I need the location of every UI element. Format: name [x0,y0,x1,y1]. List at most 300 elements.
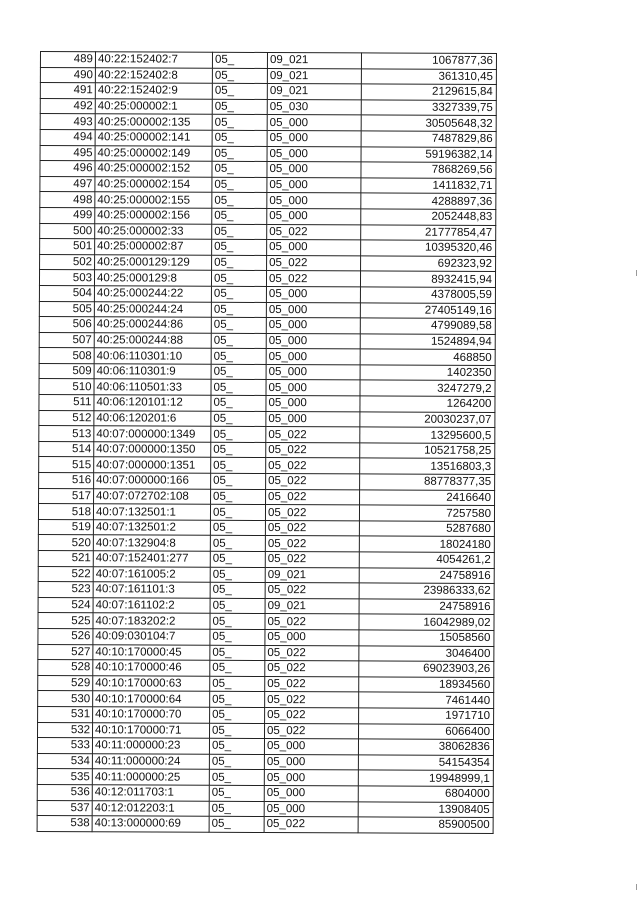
value-cell: 1411832,71 [361,178,496,194]
table-row [40,161,496,179]
table-row [38,722,494,740]
code-cell: 05_ [209,801,264,817]
value-cell: 20030237,07 [360,412,495,428]
value-cell: 7461440 [359,692,494,708]
table-row [37,738,493,756]
category-cell: 05_022 [265,551,359,567]
row-number-cell: 529 [38,675,93,691]
value-cell: 18934560 [359,677,494,693]
category-cell: 05_000 [266,286,360,302]
value-cell: 1067877,36 [361,53,496,69]
category-cell: 05_000 [267,162,361,178]
cadastral-number-cell: 40:25:000002:155 [95,192,212,208]
cadastral-number-cell: 40:12:012203:1 [92,800,209,816]
row-number-cell: 492 [40,98,95,114]
cadastral-number-cell: 40:25:000129:129 [95,254,212,270]
value-cell: 24758916 [359,567,494,583]
cadastral-number-cell: 40:10:170000:45 [93,644,210,660]
row-number-cell: 519 [38,519,93,535]
code-cell: 05_ [209,816,264,832]
table-row [38,691,494,709]
category-cell: 05_022 [264,817,358,833]
row-number-cell: 526 [38,628,93,644]
category-cell: 05_000 [264,739,358,755]
cadastral-number-cell: 40:07:161102:2 [93,598,210,614]
row-number-cell: 533 [37,738,92,754]
code-cell: 05_ [211,395,266,411]
value-cell: 88778377,35 [360,474,495,490]
table-row [38,504,494,522]
value-cell: 13908405 [358,801,493,817]
code-cell: 05_ [211,286,266,302]
table-row [39,301,495,319]
cadastral-number-cell: 40:25:000244:22 [94,286,211,302]
cadastral-number-cell: 40:09:030104:7 [93,629,210,645]
row-number-cell: 506 [39,317,94,333]
code-cell: 05_ [212,239,267,255]
cadastral-number-cell: 40:07:161005:2 [93,566,210,582]
table-row [38,644,494,662]
table-row [38,675,494,693]
row-number-cell: 499 [40,207,95,223]
row-number-cell: 503 [39,270,94,286]
code-cell: 05_ [209,770,264,786]
row-number-cell: 501 [40,239,95,255]
category-cell: 05_022 [265,723,359,739]
code-cell: 05_ [210,504,265,520]
code-cell: 05_ [210,520,265,536]
row-number-cell: 527 [38,644,93,660]
table-row [40,67,496,85]
category-cell: 05_000 [266,380,360,396]
cadastral-number-cell: 40:25:000002:149 [95,145,212,161]
cadastral-number-cell: 40:06:110301:9 [94,364,211,380]
category-cell: 05_000 [265,629,359,645]
table-row [39,395,495,413]
code-cell: 05_ [212,130,267,146]
table-row [39,317,495,335]
code-cell: 05_ [212,255,267,271]
code-cell: 05_ [210,645,265,661]
category-cell: 05_022 [265,614,359,630]
value-cell: 2416640 [360,490,495,506]
cadastral-number-cell: 40:10:170000:71 [93,722,210,738]
code-cell: 05_ [210,551,265,567]
category-cell: 05_000 [266,349,360,365]
cadastral-number-cell: 40:25:000002:87 [95,239,212,255]
cadastral-number-cell: 40:12:011703:1 [92,785,209,801]
row-number-cell: 489 [40,52,95,68]
value-cell: 10395320,46 [361,240,496,256]
cadastral-number-cell: 40:25:000244:24 [94,301,211,317]
value-cell: 24758916 [359,599,494,615]
code-cell: 05_ [211,271,266,287]
code-cell: 05_ [212,52,267,68]
cadastral-number-cell: 40:25:000002:152 [95,161,212,177]
table-row [40,254,496,272]
row-number-cell: 531 [38,706,93,722]
cadastral-number-cell: 40:10:170000:70 [93,707,210,723]
category-cell: 05_000 [264,801,358,817]
table-row [39,426,495,444]
value-cell: 2052448,83 [361,209,496,225]
code-cell: 05_ [212,68,267,84]
cadastral-number-cell: 40:10:170000:63 [93,675,210,691]
table-row [39,332,495,350]
code-cell: 05_ [209,754,264,770]
table-row [39,457,495,475]
cadastral-number-cell: 40:22:152402:9 [95,83,212,99]
value-cell: 468850 [360,349,495,365]
value-cell: 10521758,25 [360,443,495,459]
code-cell: 05_ [211,411,266,427]
row-number-cell: 537 [37,800,92,816]
category-cell: 05_022 [266,458,360,474]
value-cell: 1524894,94 [360,334,495,350]
cadastral-number-cell: 40:25:000002:154 [95,176,212,192]
category-cell: 05_022 [266,427,360,443]
category-cell: 05_022 [265,692,359,708]
row-number-cell: 511 [39,395,94,411]
value-cell: 361310,45 [361,68,496,84]
table-row [39,410,495,428]
category-cell: 05_022 [266,442,360,458]
value-cell: 6066400 [359,723,494,739]
code-cell: 05_ [211,380,266,396]
value-cell: 4288897,36 [361,193,496,209]
cadastral-number-cell: 40:07:000000:166 [94,473,211,489]
category-cell: 05_000 [267,146,361,162]
cadastral-number-cell: 40:25:000002:141 [95,130,212,146]
value-cell: 16042989,02 [359,614,494,630]
value-cell: 85900500 [358,817,493,833]
category-cell: 05_022 [266,271,360,287]
cadastral-number-cell: 40:25:000244:86 [94,317,211,333]
category-cell: 05_000 [266,396,360,412]
category-cell: 05_000 [266,333,360,349]
code-cell: 05_ [211,364,266,380]
row-number-cell: 508 [39,348,94,364]
cadastral-number-cell: 40:25:000002:156 [95,208,212,224]
value-cell: 3247279,2 [360,380,495,396]
value-cell: 38062836 [358,739,493,755]
cadastral-number-cell: 40:25:000244:88 [94,332,211,348]
code-cell: 05_ [212,224,267,240]
cadastral-number-cell: 40:22:152402:8 [95,67,212,83]
row-number-cell: 535 [37,769,92,785]
code-cell: 05_ [211,333,266,349]
category-cell: 05_000 [267,240,361,256]
value-cell: 13516803,3 [360,458,495,474]
code-cell: 05_ [211,302,266,318]
table-row [39,488,495,506]
cadastral-number-cell: 40:07:161101:3 [93,582,210,598]
category-cell: 05_022 [265,676,359,692]
row-number-cell: 496 [40,161,95,177]
category-cell: 05_000 [267,193,361,209]
table-row [40,145,496,163]
row-number-cell: 516 [39,473,94,489]
table-row [39,379,495,397]
row-number-cell: 522 [38,566,93,582]
table-row [38,706,494,724]
table-row [40,98,496,116]
row-number-cell: 524 [38,597,93,613]
category-cell: 05_000 [266,302,360,318]
table-row [39,473,495,491]
row-number-cell: 538 [37,816,92,832]
table-row [40,239,496,257]
table-row [38,613,494,631]
row-number-cell: 517 [39,488,94,504]
code-cell: 05_ [212,115,267,131]
row-number-cell: 502 [40,254,95,270]
row-number-cell: 536 [37,784,92,800]
category-cell: 09_021 [267,52,361,68]
category-cell: 05_022 [265,661,359,677]
value-cell: 6804000 [358,786,493,802]
table-row [38,582,494,600]
cadastral-number-cell: 40:13:000000:69 [92,816,209,832]
table-row [39,363,495,381]
cadastral-number-cell: 40:07:000000:1350 [94,442,211,458]
cadastral-number-cell: 40:11:000000:24 [92,753,209,769]
cadastral-number-cell: 40:11:000000:23 [92,738,209,754]
table-row [40,223,496,241]
cadastral-number-cell: 40:25:000002:33 [95,223,212,239]
value-cell: 8932415,94 [360,271,495,287]
code-cell: 05_ [210,598,265,614]
row-number-cell: 509 [39,363,94,379]
cadastral-number-cell: 40:07:132501:1 [93,504,210,520]
value-cell: 30505648,32 [361,115,496,131]
category-cell: 05_000 [267,177,361,193]
code-cell: 05_ [211,458,266,474]
row-number-cell: 494 [40,129,95,145]
category-cell: 05_022 [265,583,359,599]
cadastral-number-cell: 40:06:120101:12 [94,395,211,411]
value-cell: 69023903,26 [359,661,494,677]
row-number-cell: 497 [40,176,95,192]
row-number-cell: 530 [38,691,93,707]
table-row [37,816,493,834]
table-row [37,800,493,818]
category-cell: 05_030 [267,99,361,115]
value-cell: 3046400 [359,645,494,661]
value-cell: 13295600,5 [360,427,495,443]
cadastral-number-cell: 40:06:110501:33 [94,379,211,395]
category-cell: 09_021 [267,84,361,100]
category-cell: 05_000 [266,411,360,427]
category-cell: 05_022 [265,505,359,521]
value-cell: 59196382,14 [361,146,496,162]
row-number-cell: 493 [40,114,95,130]
row-number-cell: 534 [37,753,92,769]
table-row [40,83,496,101]
row-number-cell: 495 [40,145,95,161]
table-row [40,114,496,132]
value-cell: 23986333,62 [359,583,494,599]
code-cell: 05_ [210,660,265,676]
value-cell: 7257580 [359,505,494,521]
row-number-cell: 513 [39,426,94,442]
table-body [37,52,496,834]
table-row [38,566,494,584]
table-row [40,176,496,194]
code-cell: 05_ [212,99,267,115]
cadastral-number-cell: 40:07:132501:2 [93,520,210,536]
code-cell: 05_ [211,426,266,442]
code-cell: 05_ [210,692,265,708]
cadastral-number-cell: 40:10:170000:64 [93,691,210,707]
value-cell: 3327339,75 [361,100,496,116]
table-row [38,597,494,615]
cadastral-number-cell: 40:07:000000:1351 [94,457,211,473]
value-cell: 7487829,86 [361,131,496,147]
table-row [39,348,495,366]
value-cell: 4054261,2 [359,552,494,568]
data-table [37,51,497,834]
row-number-cell: 525 [38,613,93,629]
category-cell: 09_021 [265,567,359,583]
code-cell: 05_ [211,349,266,365]
value-cell: 15058560 [359,630,494,646]
cadastral-number-cell: 40:25:000002:1 [95,99,212,115]
code-cell: 05_ [211,442,266,458]
cadastral-number-cell: 40:07:152401:277 [93,551,210,567]
table-row [37,753,493,771]
category-cell: 05_000 [264,770,358,786]
cadastral-number-cell: 40:07:183202:2 [93,613,210,629]
category-cell: 05_000 [267,115,361,131]
code-cell: 05_ [212,146,267,162]
row-number-cell: 520 [38,535,93,551]
row-number-cell: 514 [39,441,94,457]
cadastral-number-cell: 40:11:000000:25 [92,769,209,785]
table-row [37,784,493,802]
category-cell: 05_000 [264,785,358,801]
table-row [37,769,493,787]
value-cell: 18024180 [359,536,494,552]
row-number-cell: 498 [40,192,95,208]
row-number-cell: 512 [39,410,94,426]
code-cell: 05_ [211,317,266,333]
code-cell: 05_ [210,723,265,739]
category-cell: 05_022 [265,536,359,552]
table-row [39,270,495,288]
value-cell: 1402350 [360,365,495,381]
table-row [40,129,496,147]
row-number-cell: 532 [38,722,93,738]
table-row [39,285,495,303]
value-cell: 7868269,56 [361,162,496,178]
category-cell: 05_000 [264,754,358,770]
code-cell: 05_ [210,629,265,645]
code-cell: 05_ [212,193,267,209]
code-cell: 05_ [210,614,265,630]
row-number-cell: 505 [39,301,94,317]
value-cell: 1264200 [360,396,495,412]
cadastral-number-cell: 40:22:152402:7 [95,52,212,68]
table-row [40,192,496,210]
row-number-cell: 504 [39,285,94,301]
value-cell: 54154354 [358,755,493,771]
row-number-cell: 528 [38,660,93,676]
category-cell: 05_022 [265,707,359,723]
table-row [40,52,496,70]
row-number-cell: 518 [38,504,93,520]
category-cell: 05_022 [266,474,360,490]
table-row [38,628,494,646]
scan-edge-mark [636,884,637,890]
row-number-cell: 515 [39,457,94,473]
code-cell: 05_ [210,582,265,598]
category-cell: 05_022 [267,224,361,240]
cadastral-number-cell: 40:06:110301:10 [94,348,211,364]
category-cell: 09_021 [267,68,361,84]
category-cell: 05_000 [267,208,361,224]
value-cell: 4799089,58 [360,318,495,334]
cadastral-number-cell: 40:07:072702:108 [94,488,211,504]
value-cell: 1971710 [359,708,494,724]
cadastral-number-cell: 40:06:120201:6 [94,410,211,426]
code-cell: 05_ [211,473,266,489]
row-number-cell: 490 [40,67,95,83]
category-cell: 05_000 [266,364,360,380]
scan-edge-mark [636,270,637,276]
table-row [39,441,495,459]
code-cell: 05_ [211,489,266,505]
row-number-cell: 507 [39,332,94,348]
category-cell: 05_022 [267,255,361,271]
cadastral-number-cell: 40:25:000002:135 [95,114,212,130]
value-cell: 2129615,84 [361,84,496,100]
code-cell: 05_ [210,567,265,583]
code-cell: 05_ [210,707,265,723]
table-row [40,207,496,225]
category-cell: 05_000 [267,130,361,146]
code-cell: 05_ [212,161,267,177]
category-cell: 05_022 [265,645,359,661]
cadastral-number-cell: 40:07:000000:1349 [94,426,211,442]
cadastral-number-cell: 40:10:170000:46 [93,660,210,676]
row-number-cell: 510 [39,379,94,395]
value-cell: 5287680 [359,521,494,537]
category-cell: 05_022 [265,520,359,536]
code-cell: 05_ [210,676,265,692]
category-cell: 09_021 [265,598,359,614]
value-cell: 27405149,16 [360,302,495,318]
category-cell: 05_000 [266,318,360,334]
code-cell: 05_ [209,785,264,801]
row-number-cell: 521 [38,550,93,566]
table-row [38,519,494,537]
row-number-cell: 523 [38,582,93,598]
code-cell: 05_ [210,536,265,552]
row-number-cell: 491 [40,83,95,99]
value-cell: 21777854,47 [361,224,496,240]
table-row [38,550,494,568]
row-number-cell: 500 [40,223,95,239]
cadastral-number-cell: 40:25:000129:8 [94,270,211,286]
value-cell: 19948999,1 [358,770,493,786]
category-cell: 05_022 [266,489,360,505]
cadastral-number-cell: 40:07:132904:8 [93,535,210,551]
value-cell: 4378005,59 [360,287,495,303]
code-cell: 05_ [209,738,264,754]
code-cell: 05_ [212,177,267,193]
value-cell: 692323,92 [361,256,496,272]
